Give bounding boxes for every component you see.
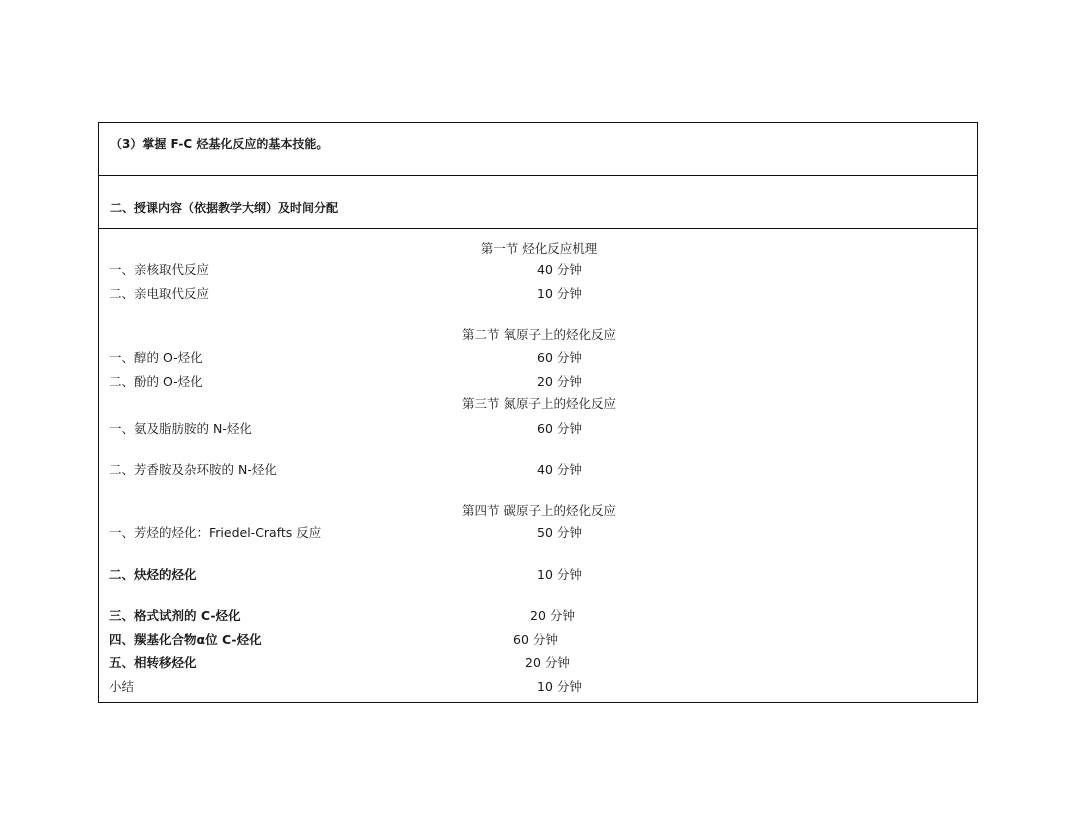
- list-item-time: 10 分钟: [537, 286, 582, 301]
- list-item-label: 五、相转移烃化: [109, 655, 197, 670]
- objective-text: （3）掌握 F-C 烃基化反应的基本技能。: [110, 137, 329, 151]
- list-item-label: 一、氨及脂肪胺的 N-烃化: [109, 421, 252, 436]
- section-header-row: [99, 176, 977, 229]
- list-item-label: 小结: [109, 679, 135, 694]
- objective-row: [99, 123, 977, 176]
- list-item-label: 四、羰基化合物α位 C-烃化: [109, 632, 262, 647]
- list-item-label: 二、炔烃的烃化: [109, 567, 197, 582]
- list-item-time: 10 分钟: [537, 567, 582, 582]
- list-item-time: 20 分钟: [530, 608, 575, 623]
- list-item-time: 50 分钟: [537, 525, 582, 540]
- list-item-label: 二、酚的 O-烃化: [109, 374, 203, 389]
- list-item-time: 60 分钟: [537, 350, 582, 365]
- list-item-time: 20 分钟: [537, 374, 582, 389]
- list-item-time: 40 分钟: [537, 262, 582, 277]
- list-item-time: 20 分钟: [525, 655, 570, 670]
- list-item-label: 一、醇的 O-烃化: [109, 350, 203, 365]
- list-item-label: 二、亲电取代反应: [109, 286, 210, 301]
- list-item-time: 10 分钟: [537, 679, 582, 694]
- list-item-label: 一、芳烃的烃化：Friedel-Crafts 反应: [109, 525, 322, 540]
- content-row: [99, 229, 977, 702]
- list-item-label: 一、亲核取代反应: [109, 262, 210, 277]
- list-item-time: 40 分钟: [537, 462, 582, 477]
- section-title-2: 第二节 氧原子上的烃化反应: [462, 327, 616, 342]
- list-item-label: 三、格式试剂的 C-烃化: [109, 608, 241, 623]
- section-header-text: 二、授课内容（依据教学大纲）及时间分配: [110, 201, 339, 215]
- section-title-4: 第四节 碳原子上的烃化反应: [462, 503, 616, 518]
- list-item-time: 60 分钟: [513, 632, 558, 647]
- section-title-1: 第一节 烃化反应机理: [480, 241, 598, 256]
- list-item-label: 二、芳香胺及杂环胺的 N-烃化: [109, 462, 277, 477]
- syllabus-table: [98, 122, 978, 703]
- section-title-3: 第三节 氮原子上的烃化反应: [462, 396, 616, 411]
- list-item-time: 60 分钟: [537, 421, 582, 436]
